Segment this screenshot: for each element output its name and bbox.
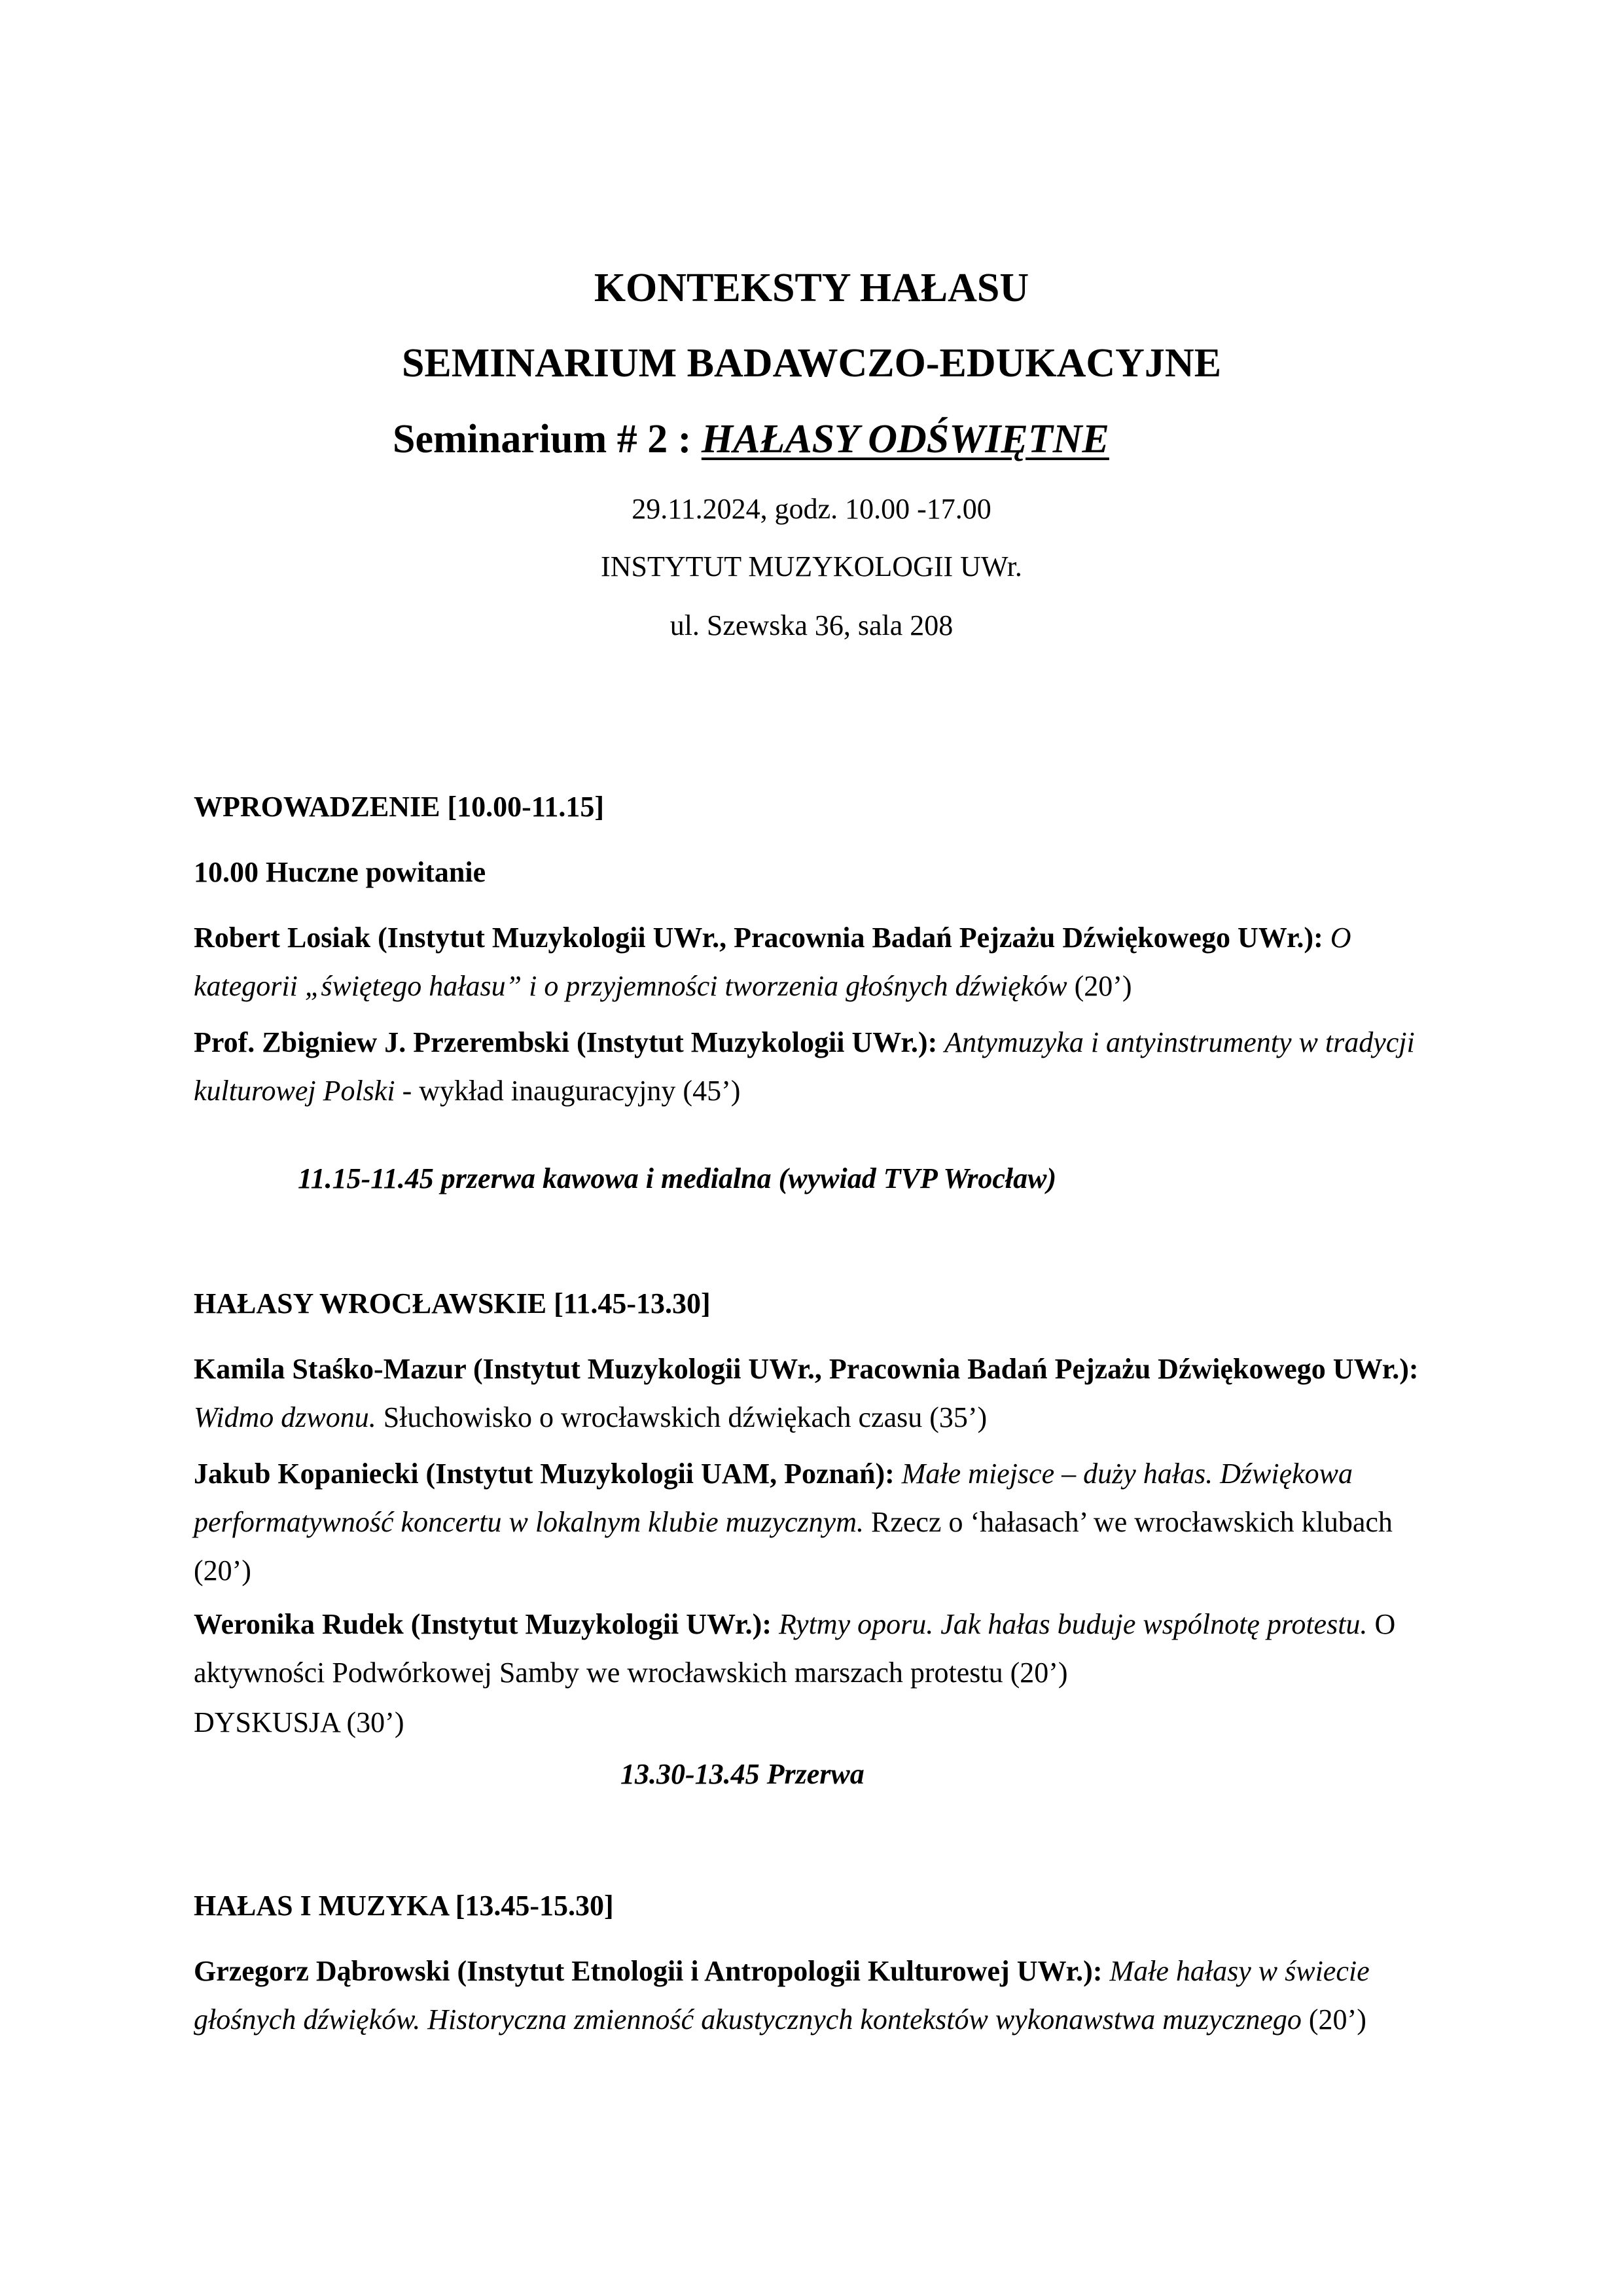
wroclaw-discussion: DYSKUSJA (30’) xyxy=(194,1706,404,1738)
wroclaw-talk-3 xyxy=(194,1600,1457,1697)
talk-title: Małe hałasy w świecie głośnych dźwięków. Historyczna zmienność akustycznych kontekstów wykonawstwa muzycznego xyxy=(194,1955,1370,2036)
document-subtitle: SEMINARIUM BADAWCZO-EDUKACYJNE xyxy=(401,341,1222,386)
event-institution: INSTYTUT MUZYKOLOGII UWr. xyxy=(601,550,1022,583)
event-address: ul. Szewska 36, sala 208 xyxy=(669,609,954,641)
event-date-time: 29.11.2024, godz. 10.00 -17.00 xyxy=(632,493,991,525)
intro-welcome: 10.00 Huczne powitanie xyxy=(194,856,486,888)
talk-speaker: Robert Losiak (Instytut Muzykologii UWr., Pracownia Badań Pejzażu Dźwiękowego UWr.): xyxy=(194,922,1323,954)
talk-speaker: Prof. Zbigniew J. Przerembski (Instytut Muzykologii UWr.): xyxy=(194,1026,938,1058)
talk-speaker: Weronika Rudek (Instytut Muzykologii UWr.): xyxy=(194,1608,772,1640)
talk-speaker: Jakub Kopaniecki (Instytut Muzykologii UAM, Poznań): xyxy=(194,1458,895,1490)
intro-talk-2 xyxy=(194,1018,1457,1115)
talk-note: - wykład inauguracyjny (45’) xyxy=(402,1075,741,1107)
talk-description: O aktywności Podwórkowej Samby we wrocławskich marszach protestu (20’) xyxy=(194,1608,1396,1689)
wroclaw-talk-2 xyxy=(194,1450,1457,1595)
section-heading-intro: WPROWADZENIE [10.00-11.15] xyxy=(194,791,605,823)
seminar-heading xyxy=(393,416,1178,463)
music-talk-1 xyxy=(194,1947,1457,2044)
coffee-break: 11.15-11.45 przerwa kawowa i medialna (wywiad TVP Wrocław) xyxy=(298,1162,1057,1194)
talk-title: Antymuzyka i antyinstrumenty w tradycji kulturowej Polski xyxy=(194,1026,1415,1107)
document-title: KONTEKSTY HAŁASU xyxy=(594,266,1029,310)
talk-duration: (20’) xyxy=(1308,2003,1366,2036)
talk-title: Rytmy oporu. Jak hałas buduje wspólnotę protestu. xyxy=(778,1608,1368,1640)
short-break: 13.30-13.45 Przerwa xyxy=(620,1758,865,1790)
talk-title: Widmo dzwonu. xyxy=(194,1401,376,1433)
talk-description: Słuchowisko o wrocławskich dźwiękach czasu (35’) xyxy=(383,1401,988,1433)
seminar-prefix: Seminarium # 2 : xyxy=(393,417,702,461)
wroclaw-talk-1 xyxy=(194,1345,1457,1442)
seminar-theme: HAŁASY ODŚWIĘTNE xyxy=(701,417,1109,461)
talk-speaker: Grzegorz Dąbrowski (Instytut Etnologii i Antropologii Kulturowej UWr.): xyxy=(194,1955,1103,1987)
talk-description: Rzecz o ‘hałasach’ we wrocławskich klubach (20’) xyxy=(194,1506,1393,1587)
section-heading-music: HAŁAS I MUZYKA [13.45-15.30] xyxy=(194,1890,614,1922)
talk-title: Małe miejsce – duży hałas. Dźwiękowa performatywność koncertu w lokalnym klubie muzycznym. xyxy=(194,1458,1353,1538)
talk-speaker: Kamila Staśko-Mazur (Instytut Muzykologii UWr., Pracownia Badań Pejzażu Dźwiękowego UWr.): xyxy=(194,1353,1419,1385)
intro-talk-1 xyxy=(194,914,1457,1011)
talk-title: O kategorii „świętego hałasu” i o przyjemności tworzenia głośnych dźwięków xyxy=(194,922,1351,1002)
talk-duration: (20’) xyxy=(1074,970,1132,1002)
section-heading-wroclaw: HAŁASY WROCŁAWSKIE [11.45-13.30] xyxy=(194,1287,711,1319)
